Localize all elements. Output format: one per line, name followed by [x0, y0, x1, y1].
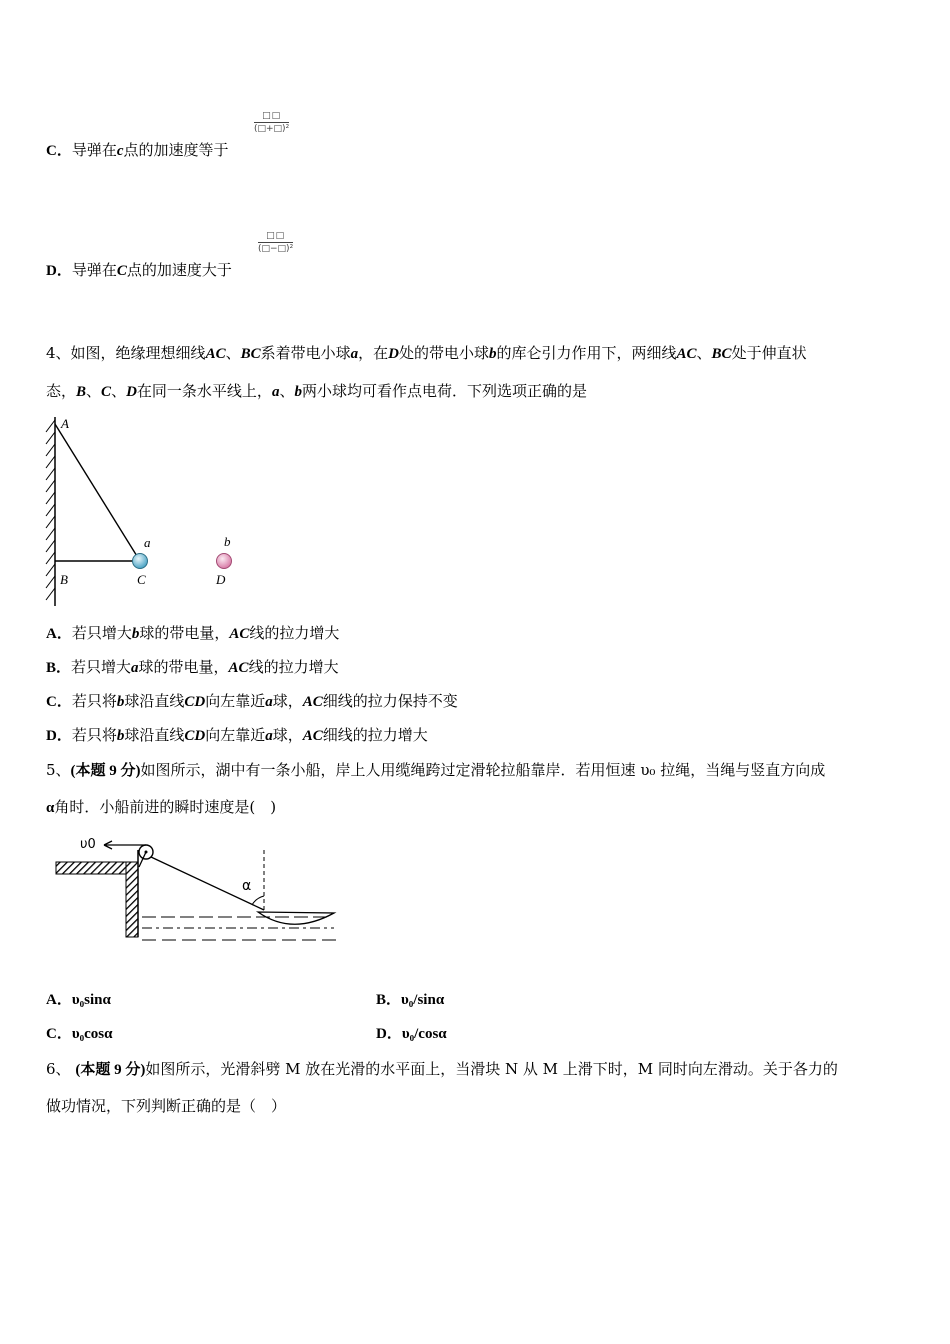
option-text: 若只将	[71, 726, 117, 744]
stem-text: 处于伸直状	[731, 344, 807, 362]
fraction-numerator: □□	[258, 231, 293, 243]
stem-var: C	[101, 384, 112, 400]
option-var: b	[131, 626, 140, 642]
thread-ac	[55, 424, 140, 561]
stem-text: 、	[696, 344, 712, 362]
stem-text: 、	[279, 382, 295, 400]
q3-option-d	[46, 260, 232, 281]
label-b: b	[224, 534, 231, 549]
stem-text: 角时．小船前进的瞬时速度是( )	[54, 798, 277, 816]
q4-option-d	[46, 725, 428, 746]
option-text: 若只将	[71, 692, 117, 710]
option-text: 导弹在	[71, 261, 117, 279]
option-text: 球沿直线	[124, 726, 185, 744]
stem-var: D	[388, 346, 399, 362]
q4-option-a	[46, 623, 339, 644]
option-text: 线的拉力增大	[249, 624, 340, 642]
option-text: 点的加速度大于	[126, 261, 232, 279]
stem-text: ，在	[358, 344, 389, 362]
option-var: b	[116, 694, 125, 710]
option-label: C．	[46, 694, 72, 710]
option-var: c	[116, 143, 124, 159]
option-text: 细线的拉力保持不变	[322, 692, 458, 710]
q5-stem-line2	[46, 797, 276, 818]
option-text: υ₀/sinα	[401, 992, 445, 1008]
option-label: B．	[376, 992, 402, 1008]
stem-var: a	[350, 346, 359, 362]
option-label: A．	[46, 626, 72, 642]
option-text: 向左靠近	[205, 692, 266, 710]
option-text: 若只增大	[71, 624, 132, 642]
option-var: a	[265, 728, 273, 744]
option-text: 球的带电量，	[138, 658, 229, 676]
q3-option-c	[46, 140, 229, 161]
stem-text: 、	[111, 382, 127, 400]
stem-var: AC	[676, 346, 697, 362]
q5-figure	[52, 834, 352, 946]
ball-b	[217, 554, 232, 569]
question-score: (本题 9 分)	[70, 763, 141, 779]
q4-stem-line2	[46, 381, 587, 402]
stem-text: 的库仑引力作用下，两细线	[496, 344, 677, 362]
stem-text: 在同一条水平线上，	[136, 382, 272, 400]
q6-stem-line1	[46, 1059, 838, 1080]
option-var: a	[131, 660, 139, 676]
option-text: 球沿直线	[124, 692, 185, 710]
q5-option-c	[46, 1024, 113, 1044]
shore-wall	[126, 862, 138, 937]
option-text: 导弹在	[71, 141, 117, 159]
option-label: D．	[376, 1026, 402, 1042]
formula-image-c	[254, 111, 289, 134]
question-number: 6、	[46, 1060, 71, 1078]
label-D: D	[216, 572, 226, 587]
stem-text: 态，	[46, 382, 77, 400]
option-label: D．	[46, 728, 72, 744]
option-var: AC	[229, 626, 250, 642]
question-number: 4、	[46, 344, 71, 362]
option-text: υ₀sinα	[71, 992, 111, 1008]
q5-stem-line1	[46, 760, 825, 781]
stem-var: B	[76, 384, 87, 400]
stem-text: 如图，绝缘理想细线	[70, 344, 206, 362]
stem-text: 系着带电小球	[260, 344, 351, 362]
angle-arc	[252, 896, 264, 905]
option-text: 向左靠近	[205, 726, 266, 744]
option-label: D．	[46, 263, 72, 279]
stem-text: 、	[225, 344, 241, 362]
option-text: υ₀/cosα	[401, 1026, 447, 1042]
option-var: b	[116, 728, 125, 744]
option-label: B．	[46, 660, 72, 676]
q5-option-a	[46, 990, 111, 1010]
label-A: A	[61, 416, 69, 431]
option-text: 点的加速度等于	[123, 141, 229, 159]
fraction-denominator: (□+□)²	[254, 124, 290, 134]
option-var: AC	[228, 660, 249, 676]
q5-option-d	[376, 1024, 447, 1044]
option-var: AC	[302, 728, 323, 744]
option-var: AC	[302, 694, 323, 710]
label-C: C	[137, 572, 146, 587]
option-text: 若只增大	[71, 658, 132, 676]
stem-text: 两小球均可看作点电荷．下列选项正确的是	[301, 382, 587, 400]
wall-hatching	[46, 420, 55, 600]
q4-stem-line1	[46, 343, 807, 364]
fraction-denominator: (□−□)²	[258, 244, 294, 254]
option-text: 球，	[272, 692, 303, 710]
q5-option-b	[376, 990, 444, 1010]
stem-var: BC	[711, 346, 732, 362]
label-v0: υ0	[80, 837, 96, 852]
fraction-numerator: □□	[254, 111, 289, 123]
stem-var: D	[126, 384, 137, 400]
question-number: 5、	[46, 761, 71, 779]
stem-var: BC	[240, 346, 261, 362]
option-var: CD	[184, 694, 206, 710]
stem-var: α	[46, 800, 55, 816]
q4-option-b	[46, 657, 339, 678]
stem-text: 做功情况，下列判断正确的是（ ）	[46, 1097, 287, 1115]
q4-option-c	[46, 691, 458, 712]
label-a: a	[144, 535, 151, 550]
q4-figure	[40, 412, 240, 612]
stem-text: 如图所示，湖中有一条小船，岸上人用缆绳跨过定滑轮拉船靠岸．若用恒速 υ₀ 拉绳，当绳与竖直方向成	[140, 761, 826, 779]
label-alpha: α	[242, 878, 252, 894]
option-var: a	[265, 694, 273, 710]
question-score: (本题 9 分)	[75, 1062, 146, 1078]
option-text: 线的拉力增大	[248, 658, 339, 676]
option-var: CD	[184, 728, 206, 744]
option-text: 球的带电量，	[139, 624, 230, 642]
boat	[258, 912, 334, 924]
option-label: A．	[46, 992, 72, 1008]
stem-var: b	[489, 346, 497, 362]
option-label: C．	[46, 1026, 72, 1042]
stem-text: 如图所示，光滑斜劈 M 放在光滑的水平面上，当滑块 N 从 M 上滑下时，M 同时向左滑动。关于各力的	[145, 1060, 838, 1078]
stem-text: 、	[86, 382, 102, 400]
option-label: C．	[46, 143, 72, 159]
label-B: B	[60, 572, 68, 587]
stem-var: b	[294, 384, 302, 400]
formula-image-d	[258, 231, 293, 254]
stem-var: a	[271, 384, 280, 400]
option-var: C	[116, 263, 127, 279]
option-text: 细线的拉力增大	[322, 726, 428, 744]
option-text: υ₀cosα	[71, 1026, 113, 1042]
ball-a	[133, 554, 148, 569]
stem-text: 处的带电小球	[398, 344, 489, 362]
q6-stem-line2	[46, 1096, 286, 1116]
stem-var: AC	[205, 346, 226, 362]
option-text: 球，	[272, 726, 303, 744]
